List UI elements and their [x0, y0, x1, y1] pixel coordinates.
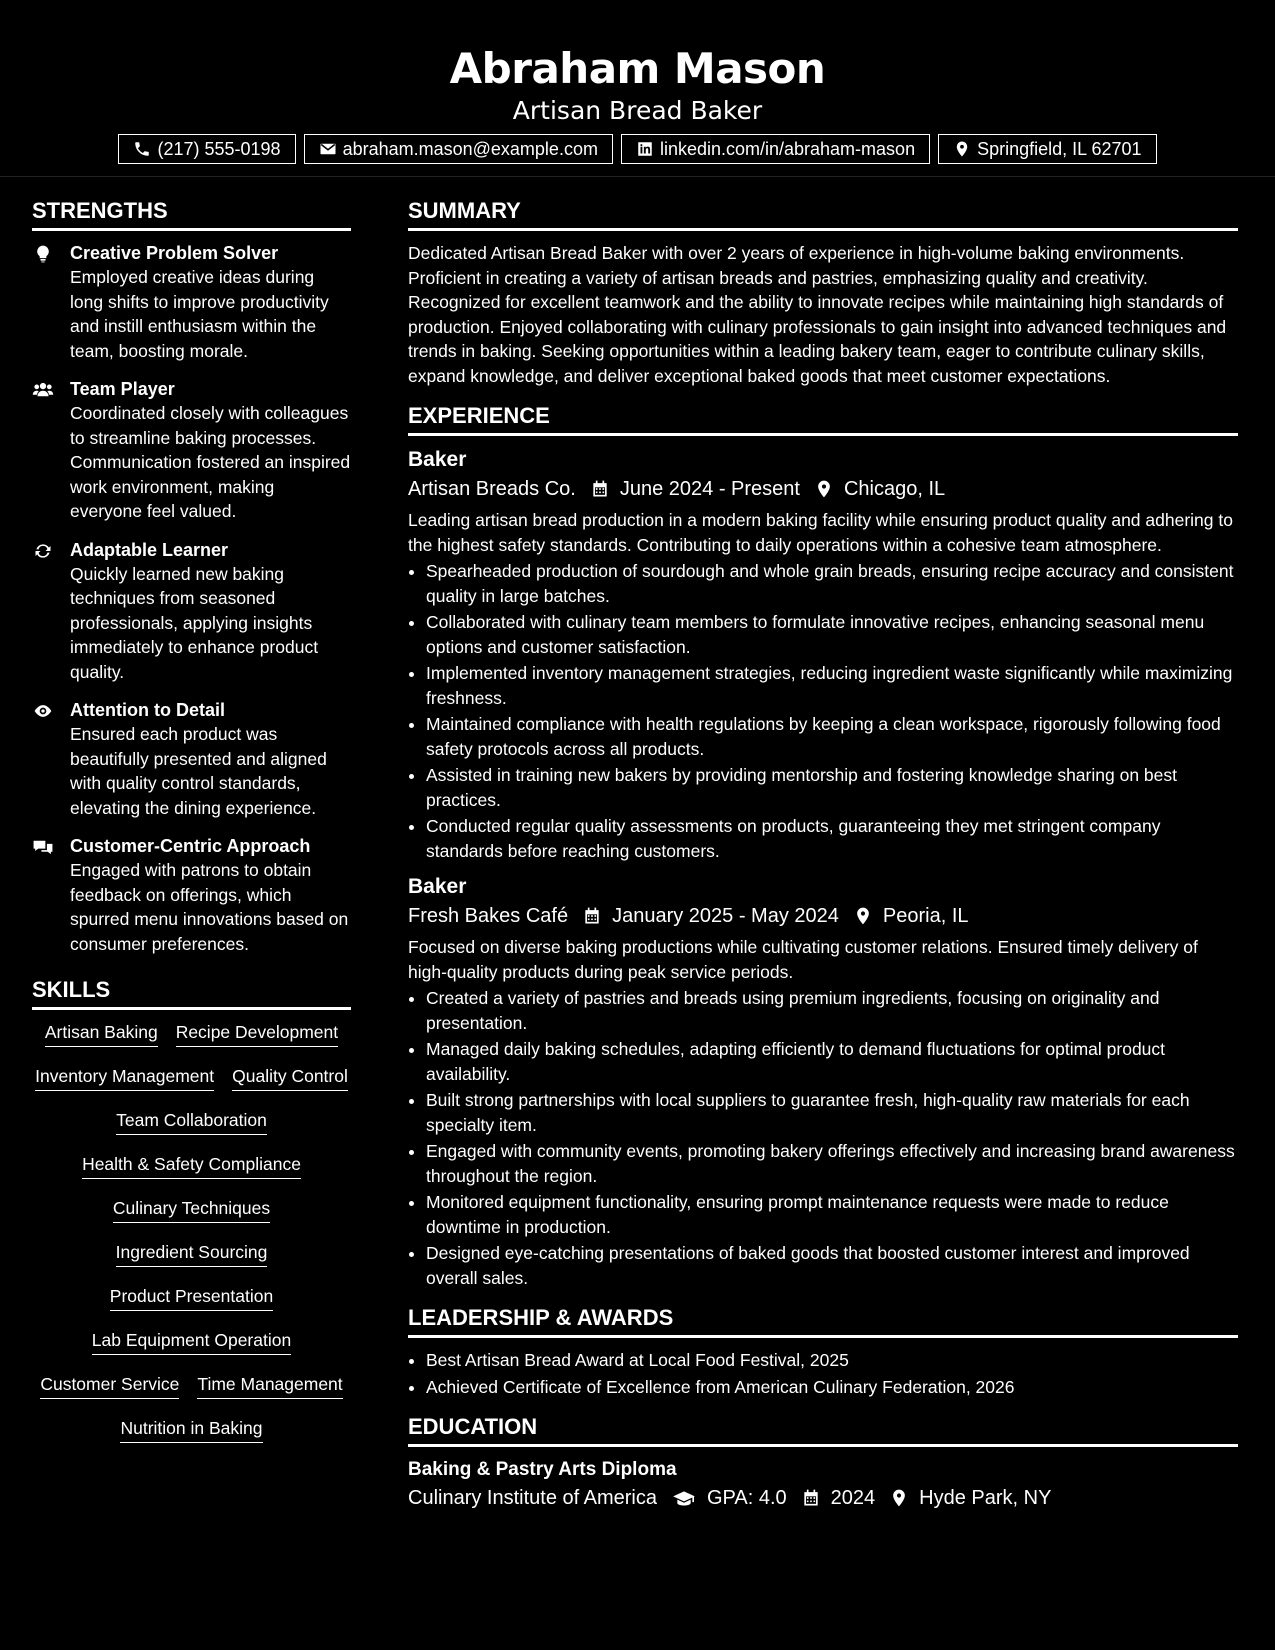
job-bullet: • Created a variety of pastries and breads using premium ingredients, focusing on originality and presentation. [426, 986, 1238, 1035]
job-description: Leading artisan bread production in a modern baking facility while ensuring product quality and adhering to the highest safety standards. Contributing to daily operations within a cohesive team atmosphere. [408, 510, 1233, 555]
skill-tag: Product Presentation [110, 1284, 273, 1311]
graduation-cap-icon [671, 1488, 697, 1508]
skill-tag: Quality Control [232, 1064, 348, 1091]
strength-title: Adaptable Learner [70, 539, 229, 560]
strength-title: Customer-Centric Approach [70, 836, 311, 856]
job-bullet: • Assisted in training new bakers by providing mentorship and fostering knowledge sharing on best practices. [426, 763, 1238, 812]
job-bullet: • Managed daily baking schedules, adapting efficiently to demand fluctuations for optimal product availability. [426, 1037, 1238, 1086]
education-heading: EDUCATION [408, 1413, 1238, 1447]
map-pin-icon [853, 906, 873, 926]
skill-tag: Time Management [197, 1372, 342, 1399]
resume-header [0, 0, 1275, 177]
phone-text: (217) 555-0198 [157, 139, 281, 159]
strength-item [32, 377, 351, 524]
strengths-heading: STRENGTHS [32, 197, 351, 231]
job-dates: January 2025 - May 2024 [612, 905, 839, 927]
education-degree: Baking & Pastry Arts Diploma [408, 1459, 677, 1480]
skill-tag: Lab Equipment Operation [92, 1328, 291, 1355]
email-text: abraham.mason@example.com [342, 139, 598, 159]
award-item: • Achieved Certificate of Excellence from American Culinary Federation, 2026 [426, 1375, 1238, 1400]
skill-tag: Inventory Management [35, 1064, 214, 1091]
skills-heading: SKILLS [32, 976, 351, 1010]
job-meta [408, 474, 1238, 504]
job-bullet: • Built strong partnerships with local suppliers to guarantee fresh, high-quality raw materials for each specialty item. [426, 1088, 1238, 1137]
education-year: 2024 [830, 1487, 876, 1509]
education-location: Hyde Park, NY [919, 1487, 1052, 1509]
job-entry [408, 873, 1238, 1290]
awards-list [408, 1348, 1238, 1399]
experience-heading: EXPERIENCE [408, 402, 1238, 436]
map-pin-icon [814, 479, 834, 499]
job-location: Chicago, IL [843, 478, 946, 500]
contact-location [938, 134, 1156, 164]
job-meta [408, 901, 1238, 931]
summary-text: Dedicated Artisan Bread Baker with over 2 years of experience in high-volume baking environments. Proficient in creating a variety of artisan breads and pastries, emphasizing quality and creativity. Recognized for excellent teamwork and the ability to innovate recipes while maintaining high standards of production. Enjoyed collaborating with culinary professionals to gain insight into advanced techniques and trends in baking. Seeking opportunities within a leading bakery team, eager to contribute culinary skills, expand knowledge, and deliver exceptional baked goods that meet customer expectations. [408, 243, 1227, 386]
job-bullet: • Spearheaded production of sourdough and whole grain breads, ensuring recipe accuracy and consistent quality in large batches. [426, 559, 1238, 608]
leadership-heading: LEADERSHIP & AWARDS [408, 1304, 1238, 1338]
strength-title: Team Player [70, 379, 175, 399]
skill-tag: Recipe Development [176, 1020, 338, 1047]
strength-desc: Quickly learned new baking techniques from seasoned professionals, applying insights immediately to enhance product quality. [70, 563, 319, 682]
job-bullet: • Monitored equipment functionality, ensuring prompt maintenance requests were made to reduce downtime in production. [426, 1190, 1238, 1239]
calendar-icon [590, 479, 610, 499]
education-meta [408, 1483, 1238, 1513]
left-column [32, 197, 351, 1517]
job-title: Baker [408, 875, 467, 898]
education-gpa: GPA: 4.0 [707, 1487, 787, 1509]
strength-item [32, 538, 351, 685]
job-dates: June 2024 - Present [619, 478, 800, 500]
calendar-icon [582, 906, 602, 926]
map-pin-icon [953, 140, 971, 158]
sync-icon [32, 541, 54, 561]
skill-tag: Customer Service [40, 1372, 179, 1399]
skill-tag: Team Collaboration [116, 1108, 267, 1135]
envelope-icon [319, 140, 337, 158]
job-entry [408, 446, 1238, 863]
award-item: • Best Artisan Bread Award at Local Food Festival, 2025 [426, 1348, 1238, 1373]
phone-icon [133, 140, 151, 158]
job-bullet: • Collaborated with culinary team members to formulate innovative recipes, enhancing seasonal menu options and customer satisfaction. [426, 610, 1238, 659]
job-bullets [408, 559, 1238, 863]
strength-desc: Ensured each product was beautifully presented and aligned with quality control standards, elevating the dining experience. [70, 724, 327, 818]
right-column [408, 197, 1238, 1517]
location-text: Springfield, IL 62701 [977, 139, 1142, 159]
strength-item [32, 698, 351, 820]
strength-desc: Coordinated closely with colleagues to streamline baking processes. Communication fostered an inspired work environment, making everyone feel valued. [70, 403, 351, 521]
strength-desc: Engaged with patrons to obtain feedback on offerings, which spurred menu innovations based on consumer preferences. [70, 860, 349, 954]
contact-phone[interactable] [118, 134, 295, 164]
map-pin-icon [889, 1488, 909, 1508]
job-bullet: • Implemented inventory management strategies, reducing ingredient waste significantly while maximizing freshness. [426, 661, 1238, 710]
contact-email[interactable] [304, 134, 613, 164]
job-location: Peoria, IL [882, 905, 969, 927]
job-bullets [408, 986, 1238, 1290]
lightbulb-icon [32, 244, 54, 264]
job-title: Baker [408, 448, 467, 471]
summary-heading: SUMMARY [408, 197, 1238, 231]
eye-icon [32, 701, 54, 721]
candidate-title: Artisan Bread Baker [512, 96, 763, 125]
strength-desc: Employed creative ideas during long shifts to improve productivity and instill enthusiasm within the team, boosting morale. [70, 267, 329, 361]
comments-icon [32, 837, 54, 857]
skills-list [32, 1020, 351, 1460]
job-bullet: • Conducted regular quality assessments on products, guaranteeing they met stringent company standards before reaching customers. [426, 814, 1238, 863]
skill-tag: Health & Safety Compliance [82, 1152, 301, 1179]
skill-tag: Ingredient Sourcing [116, 1240, 268, 1267]
resume-body [0, 197, 1275, 1517]
skill-tag: Nutrition in Baking [120, 1416, 262, 1443]
education-school: Culinary Institute of America [408, 1487, 657, 1509]
contact-linkedin[interactable] [621, 134, 930, 164]
job-bullet: • Maintained compliance with health regulations by keeping a clean workspace, rigorously following food safety protocols across all products. [426, 712, 1238, 761]
calendar-icon [801, 1488, 821, 1508]
job-company: Fresh Bakes Café [408, 905, 569, 927]
job-bullet: • Designed eye-catching presentations of baked goods that boosted customer interest and improved overall sales. [426, 1241, 1238, 1290]
candidate-name: Abraham Mason [449, 44, 826, 93]
skill-tag: Artisan Baking [45, 1020, 158, 1047]
users-icon [32, 380, 54, 400]
job-description: Focused on diverse baking productions while cultivating customer relations. Ensured timely delivery of high-quality products during peak service periods. [408, 937, 1198, 982]
strength-item [32, 834, 351, 956]
strength-title: Attention to Detail [70, 700, 225, 720]
job-bullet: • Engaged with community events, promoting bakery offerings effectively and increasing brand awareness throughout the region. [426, 1139, 1238, 1188]
skill-tag: Culinary Techniques [113, 1196, 270, 1223]
contact-bar [0, 134, 1275, 164]
linkedin-icon [636, 140, 654, 158]
strength-item [32, 241, 351, 363]
strength-title: Creative Problem Solver [70, 243, 279, 263]
linkedin-text: linkedin.com/in/abraham-mason [659, 139, 916, 159]
job-company: Artisan Breads Co. [408, 478, 576, 500]
